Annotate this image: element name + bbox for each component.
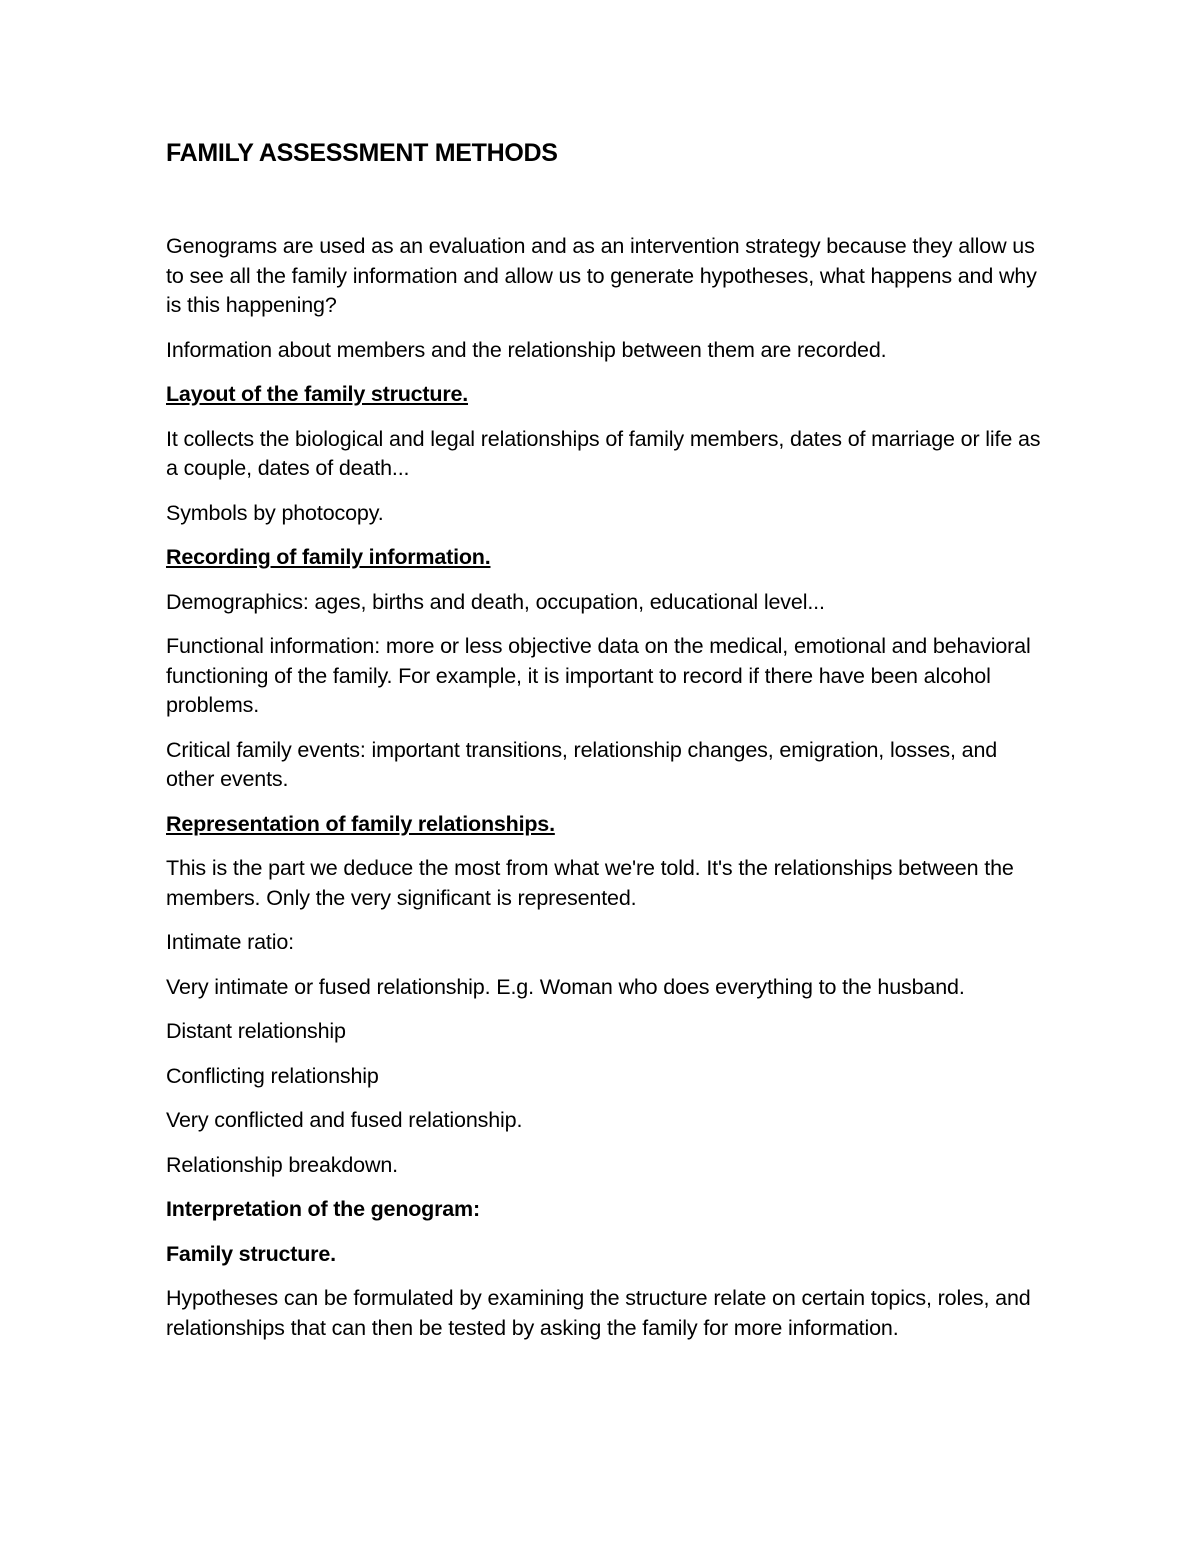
paragraph-deduce: This is the part we deduce the most from what we're told. It's the relationships between the members. Only the very significant is represented.	[166, 856, 1014, 910]
paragraph-very-conflicted: Very conflicted and fused relationship.	[166, 1108, 523, 1132]
page-title: FAMILY ASSESSMENT METHODS	[166, 139, 558, 167]
paragraph-symbols: Symbols by photocopy.	[166, 500, 384, 525]
paragraph-hypotheses: Hypotheses can be formulated by examining the structure relate on certain topics, roles, and relationships that can then be tested by asking the family for more information.	[166, 1286, 1031, 1340]
paragraph-genograms: Genograms are used as an evaluation and as an intervention strategy because they allow us to see all the family information and allow us to generate hypotheses, what happens and why is this happening?	[166, 234, 1037, 317]
heading-representation: Representation of family relationships.	[166, 811, 555, 836]
heading-recording: Recording of family information.	[166, 545, 491, 569]
paragraph-conflicting: Conflicting relationship	[166, 1063, 379, 1088]
document-body	[166, 232, 1046, 1358]
paragraph-intimate-ratio: Intimate ratio:	[166, 930, 294, 954]
paragraph-collects: It collects the biological and legal relationships of family members, dates of marriage or life as a couple, dates of death...	[166, 426, 1041, 480]
paragraph-functional: Functional information: more or less objective data on the medical, emotional and behavioral functioning of the family. For example, it is important to record if there have been alcohol problems.	[166, 634, 1031, 717]
heading-interpretation: Interpretation of the genogram:	[166, 1197, 480, 1221]
paragraph-demographics: Demographics: ages, births and death, occupation, educational level...	[166, 589, 825, 614]
paragraph-breakdown: Relationship breakdown.	[166, 1152, 399, 1177]
paragraph-critical-events: Critical family events: important transitions, relationship changes, emigration, losses, and other events.	[166, 737, 998, 791]
heading-family-structure: Family structure.	[166, 1241, 336, 1266]
paragraph-very-intimate: Very intimate or fused relationship. E.g. Woman who does everything to the husband.	[166, 974, 965, 999]
heading-layout: Layout of the family structure.	[166, 382, 469, 406]
paragraph-distant: Distant relationship	[166, 1019, 346, 1043]
paragraph-information: Information about members and the relationship between them are recorded.	[166, 337, 887, 362]
